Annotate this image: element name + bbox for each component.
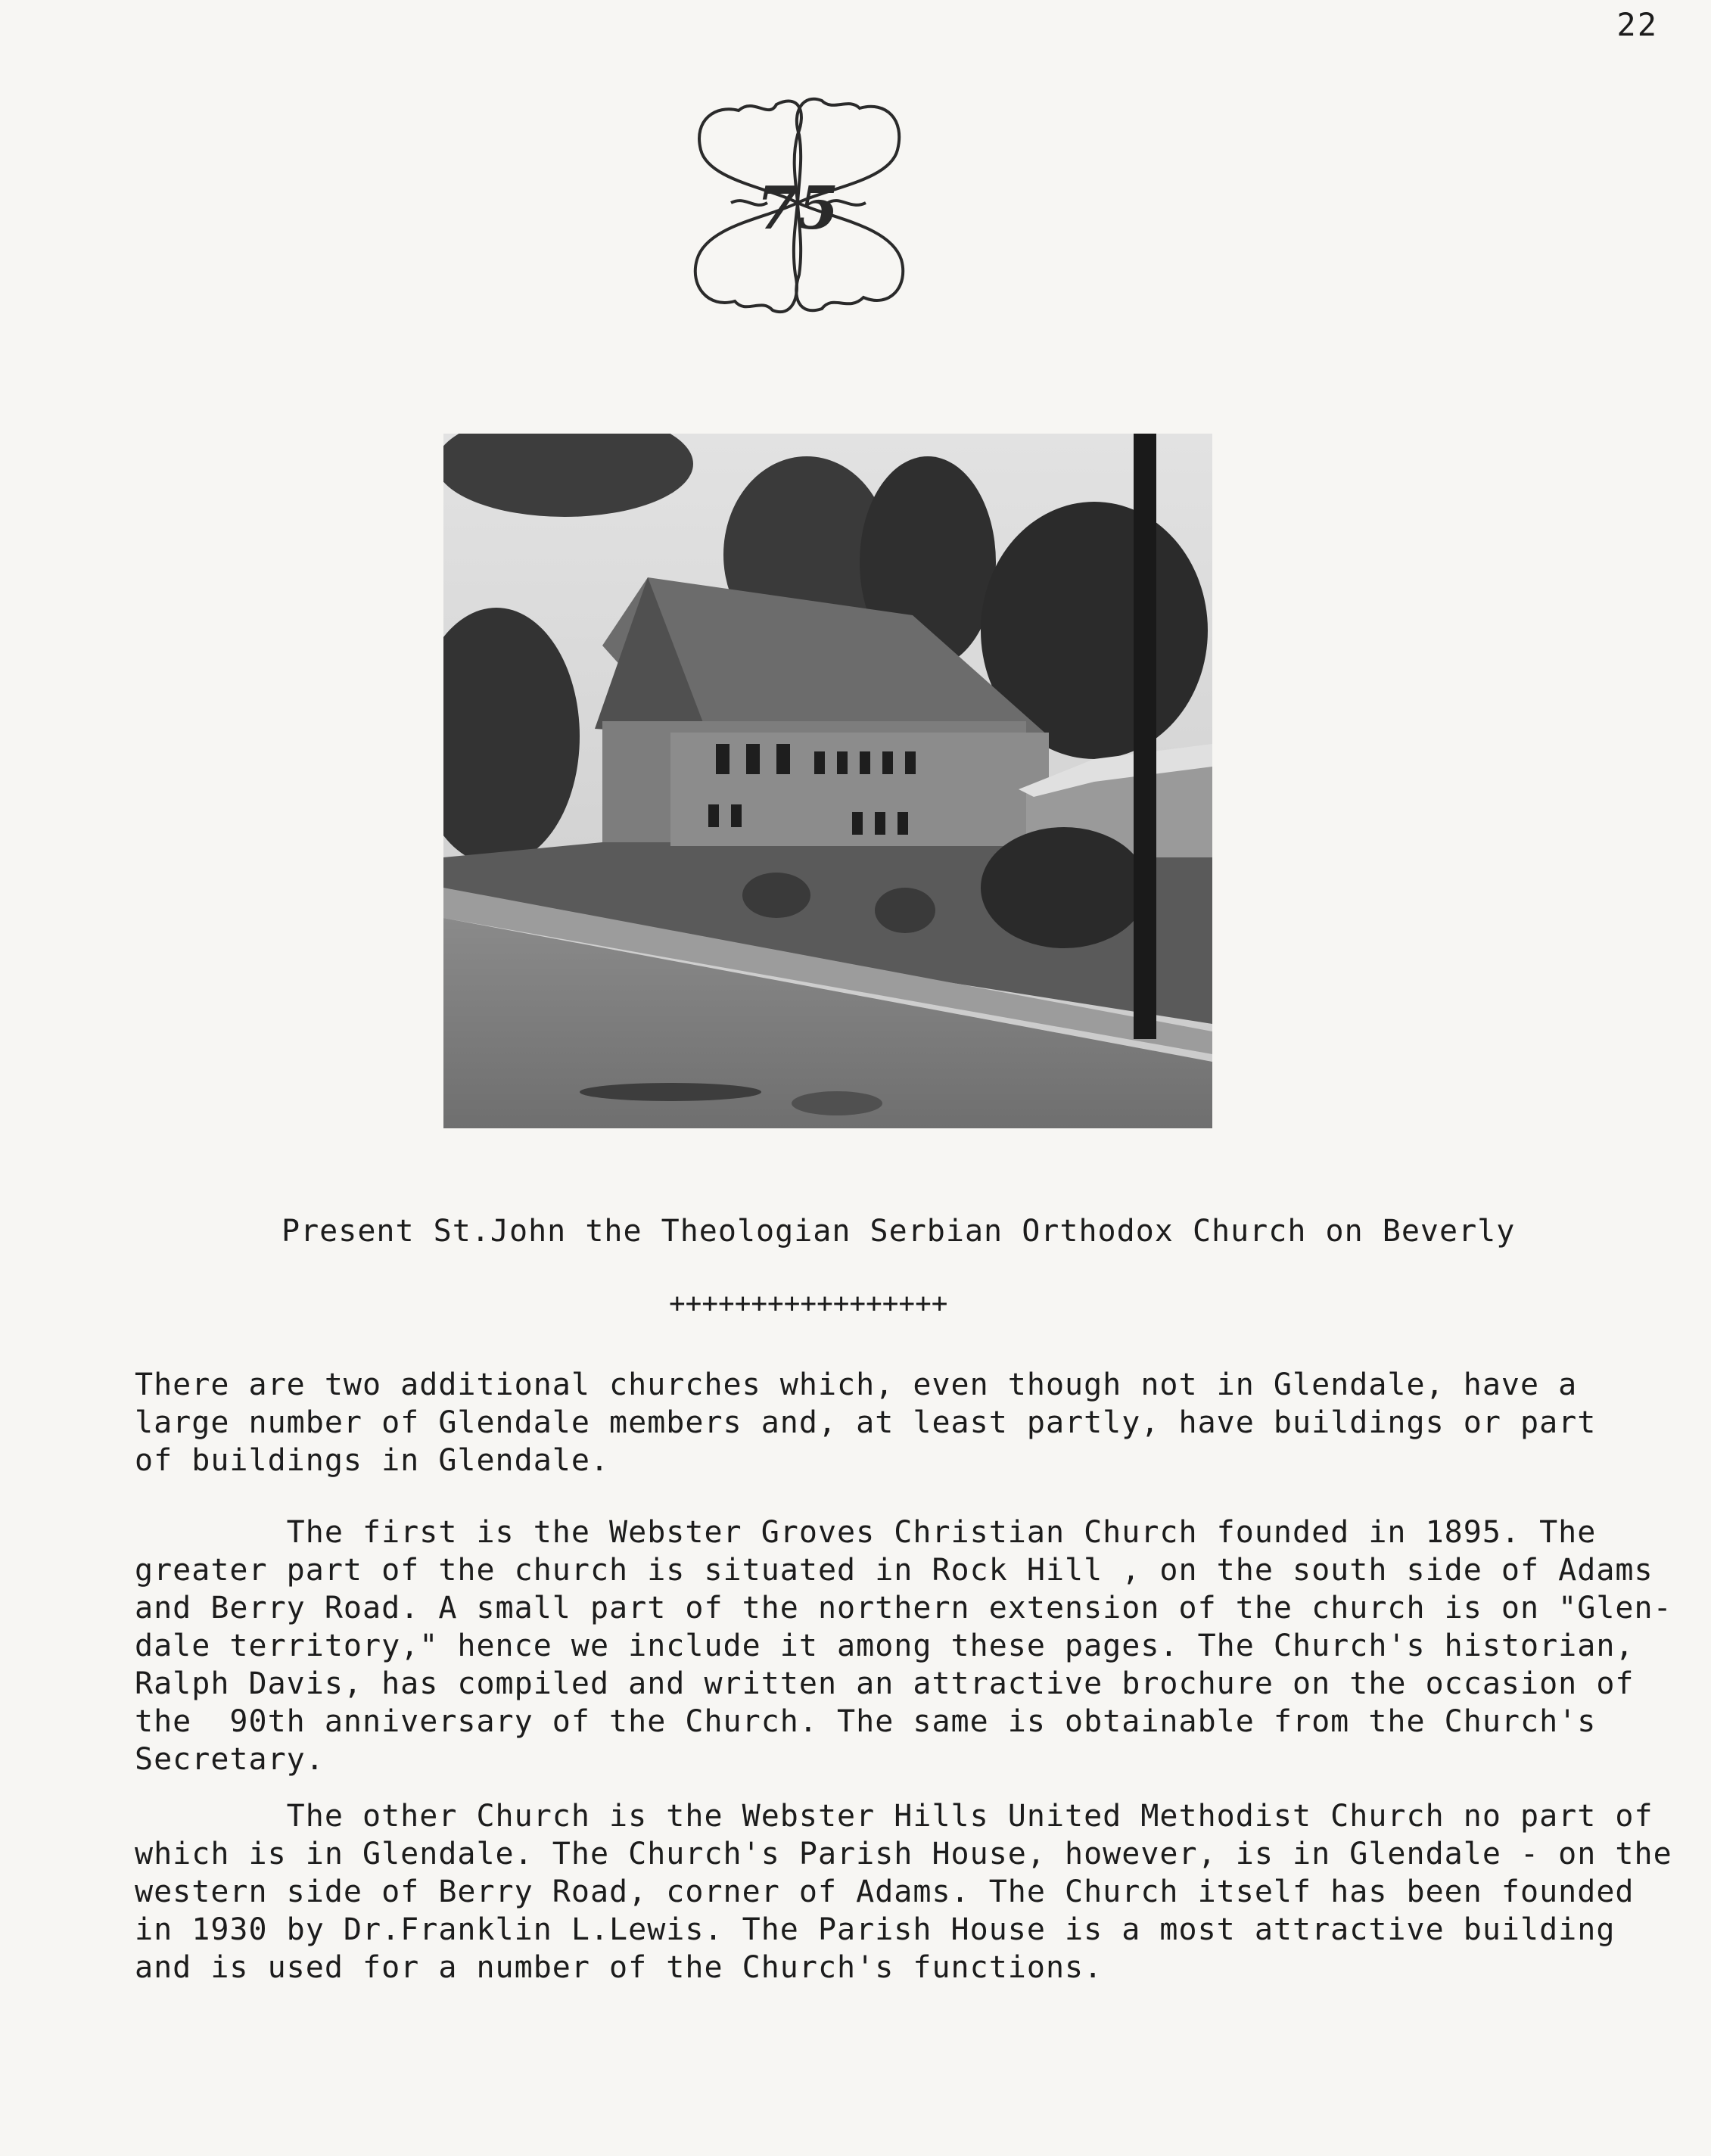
page-number: 22 bbox=[1616, 6, 1658, 43]
dogwood-emblem bbox=[678, 89, 917, 324]
text-line: which is in Glendale. The Church's Parish House, however, is in Glendale - on the bbox=[135, 1837, 1672, 1871]
separator-line: +++++++++++++++++ bbox=[669, 1288, 948, 1319]
text-line: of buildings in Glendale. bbox=[135, 1443, 610, 1478]
church-photo bbox=[443, 434, 1212, 1128]
paragraph-christian-church bbox=[135, 1514, 1672, 1778]
text-line: The first is the Webster Groves Christian Church founded in 1895. The bbox=[135, 1515, 1597, 1550]
text-line: Ralph Davis, has compiled and written an attractive brochure on the occasion of bbox=[135, 1666, 1635, 1701]
text-line: Secretary. bbox=[135, 1742, 325, 1777]
text-line: the 90th anniversary of the Church. The same is obtainable from the Church's bbox=[135, 1704, 1597, 1739]
church-photo-icon bbox=[443, 434, 1212, 1128]
text-line: and Berry Road. A small part of the northern extension of the church is on "Glen- bbox=[135, 1591, 1672, 1626]
emblem-number: 75 bbox=[756, 174, 839, 243]
text-line: western side of Berry Road, corner of Adams. The Church itself has been founded bbox=[135, 1874, 1635, 1909]
paragraph-methodist-church bbox=[135, 1797, 1672, 1986]
text-line: greater part of the church is situated in Rock Hill , on the south side of Adams bbox=[135, 1553, 1653, 1588]
text-line: There are two additional churches which, even though not in Glendale, have a bbox=[135, 1367, 1578, 1402]
text-line: The other Church is the Webster Hills United Methodist Church no part of bbox=[135, 1799, 1653, 1834]
text-line: large number of Glendale members and, at least partly, have buildings or part bbox=[135, 1405, 1597, 1440]
photo-caption: Present St.John the Theologian Serbian Orthodox Church on Beverly bbox=[282, 1214, 1516, 1249]
text-line: and is used for a number of the Church's functions. bbox=[135, 1950, 1103, 1985]
text-line: in 1930 by Dr.Franklin L.Lewis. The Parish House is a most attractive building bbox=[135, 1912, 1616, 1947]
paragraph-intro bbox=[135, 1366, 1648, 1479]
text-line: dale territory," hence we include it among these pages. The Church's historian, bbox=[135, 1629, 1635, 1663]
